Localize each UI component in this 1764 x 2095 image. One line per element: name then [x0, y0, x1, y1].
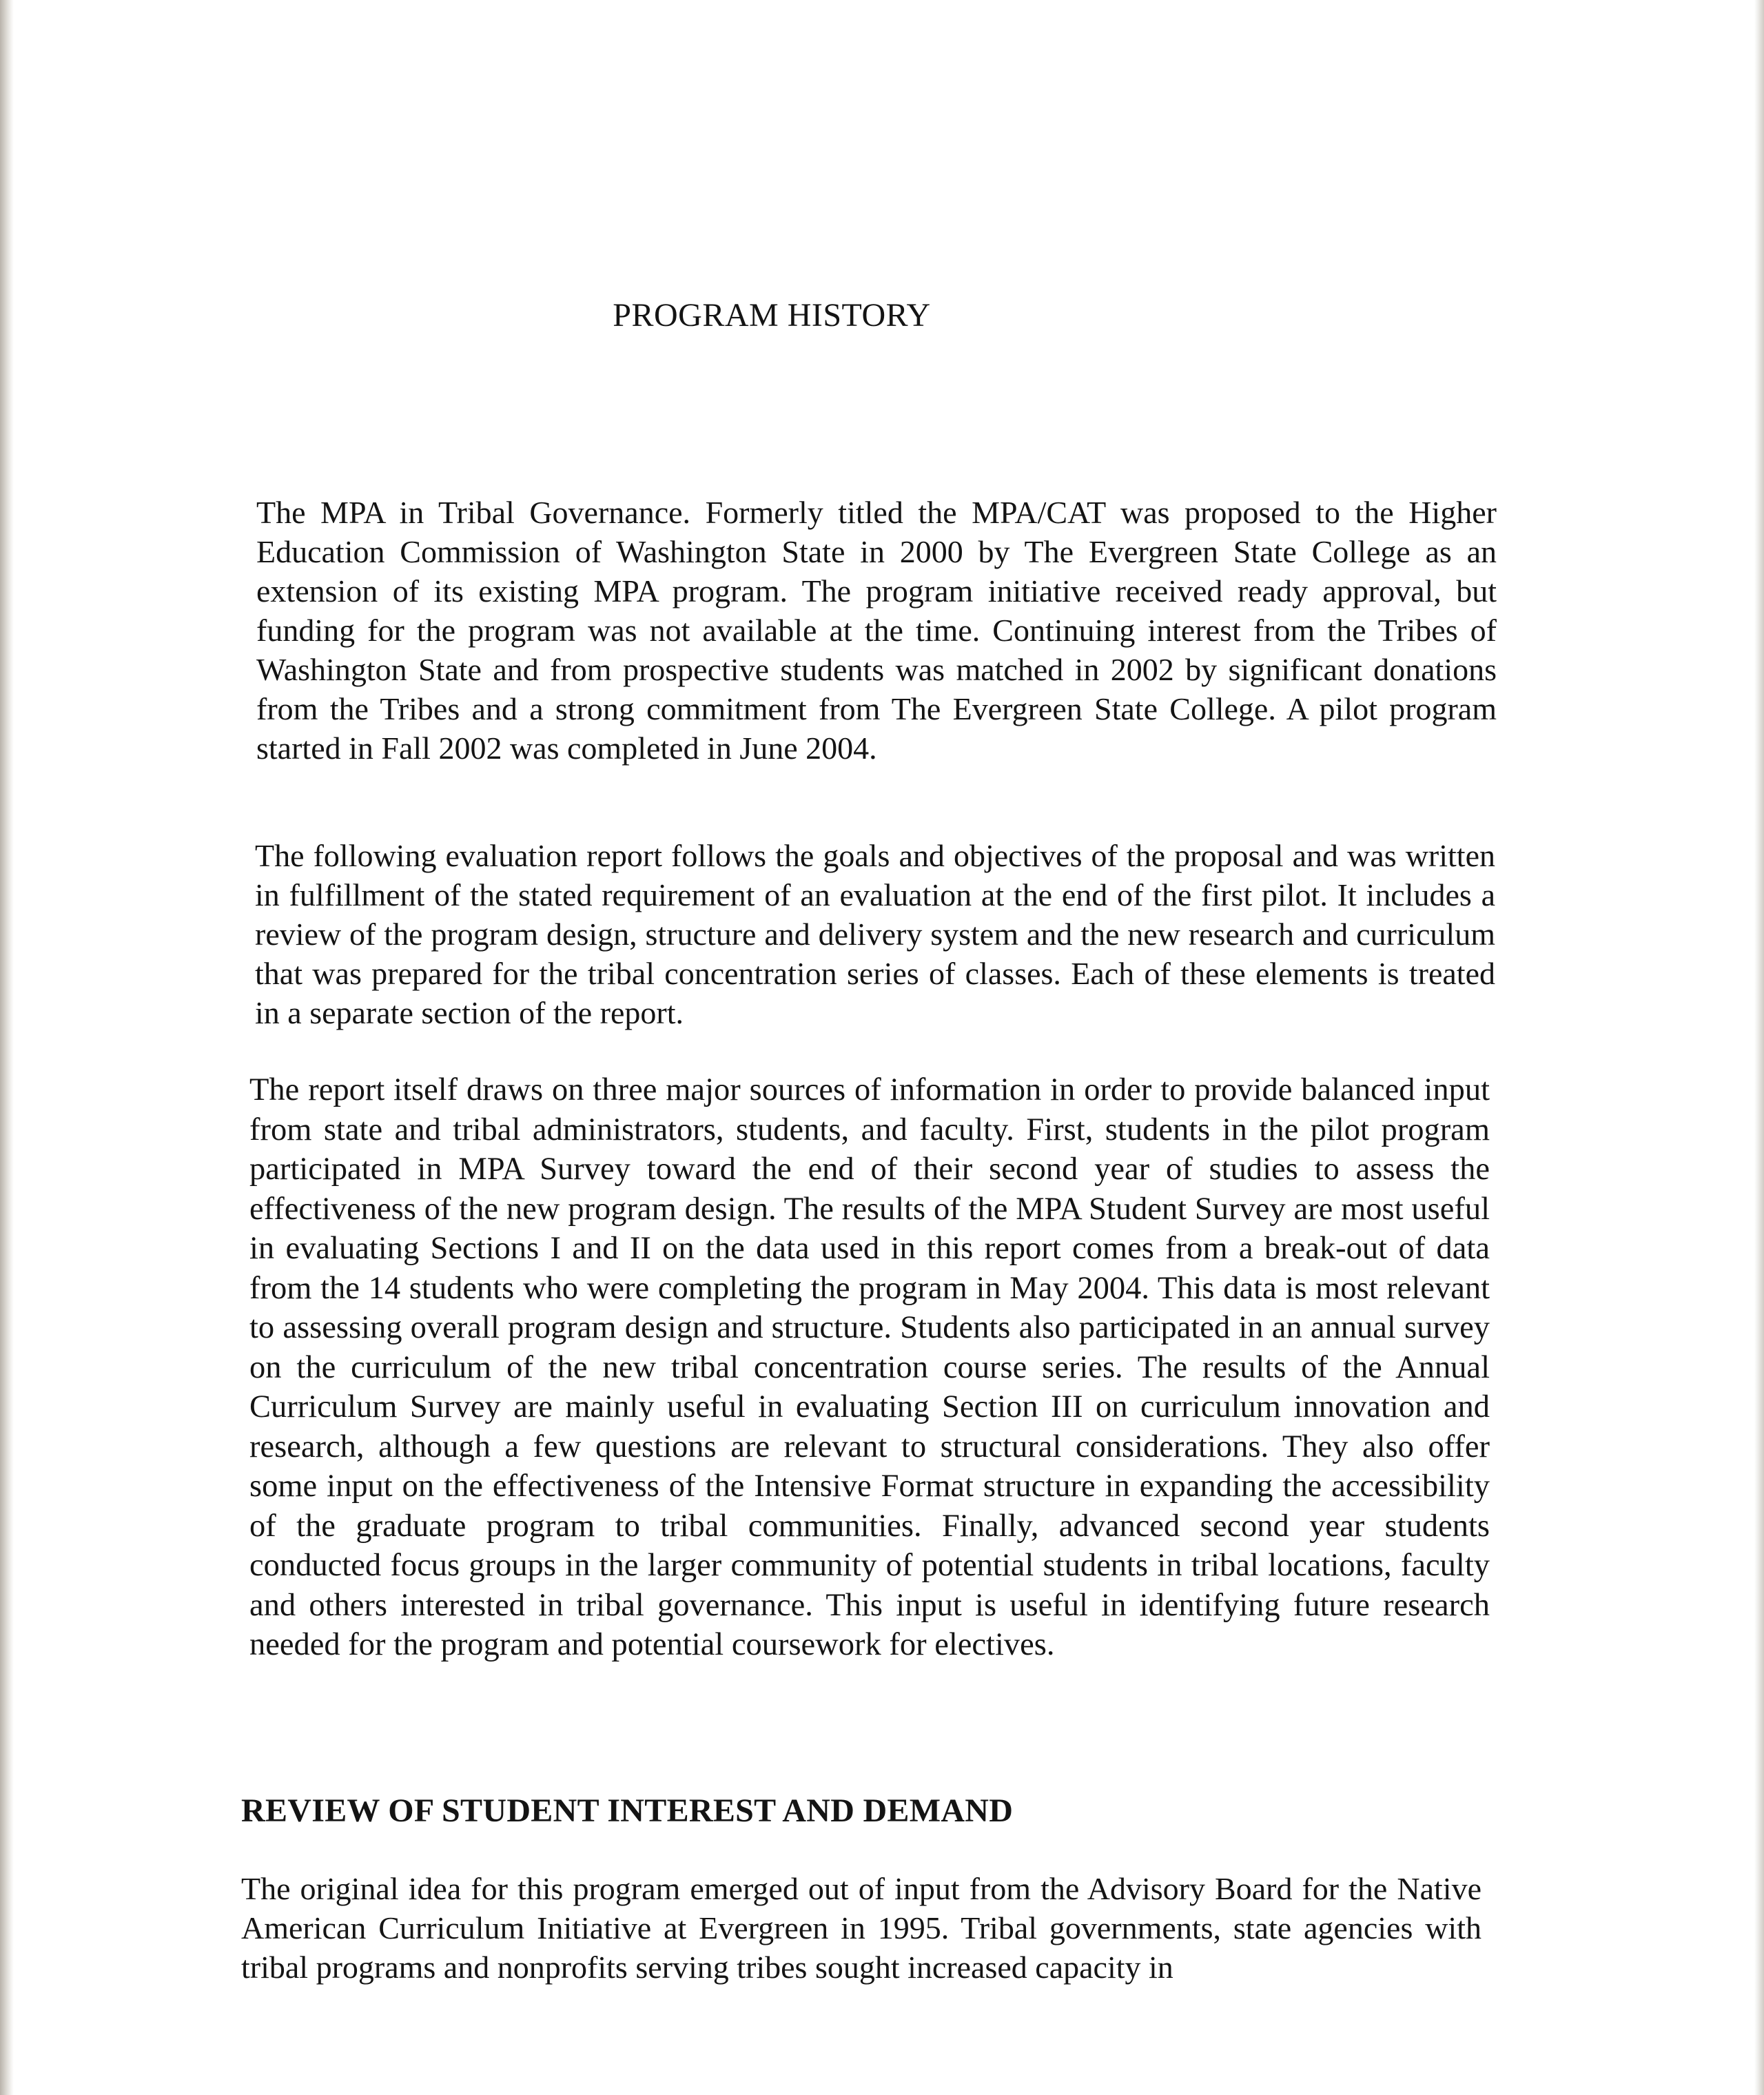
paragraph-program-origin: The MPA in Tribal Governance. Formerly titled the MPA/CAT was proposed to the Higher Education Commission of Washington State in 2000 by The Evergreen State College as an extension of its existing MPA program. The program initiative received ready approval, but funding for the program was not available at the time. Continuing interest from the Tribes of Washington State and from prospective students was matched in 2002 by significant donations from the Tribes and a strong commitment from The Evergreen State College. A pilot program started in Fall 2002 was completed in June 2004. [256, 495, 1497, 766]
paragraph-evaluation-report: The following evaluation report follows the goals and objectives of the proposal and was written in fulfillment of the stated requirement of an evaluation at the end of the first pilot. It includes a review of the program design, structure and delivery system and the new research and curriculum that was prepared for the tribal concentration series of classes. Each of these elements is treated in a separate section of the report. [255, 838, 1495, 1030]
section-heading: REVIEW OF STUDENT INTEREST AND DEMAND [241, 1792, 1014, 1829]
paragraph-information-sources: The report itself draws on three major sources of information in order to provide balanced input from state and tribal administrators, students, and faculty. First, students in the pilot program participated in MPA Survey toward the end of their second year of studies to assess the effectiveness of the new program design. The results of the MPA Student Survey are most useful in evaluating Sections I and II on the data used in this report comes from a break-out of data from the 14 students who were completing the program in May 2004. This data is most relevant to assessing overall program design and structure. Students also participated in an annual survey on the curriculum of the new tribal concentration course series. The results of the Annual Curriculum Survey are mainly useful in evaluating Section III on curriculum innovation and research, although a few questions are relevant to structural considerations. They also offer some input on the effectiveness of the Intensive Format structure in expanding the accessibility of the graduate program to tribal communities. Finally, advanced second year students conducted focus groups in the larger community of potential students in tribal locations, faculty and others interested in tribal governance. This input is useful in identifying future research needed for the program and potential coursework for electives. [249, 1072, 1490, 1662]
page-title: PROGRAM HISTORY [613, 297, 931, 334]
paragraph-original-idea: The original idea for this program emerged out of input from the Advisory Board for the Native American Curriculum Initiative at Evergreen in 1995. Tribal governments, state agencies with tribal programs and nonprofits serving tribes sought increased capacity in [241, 1871, 1481, 1985]
